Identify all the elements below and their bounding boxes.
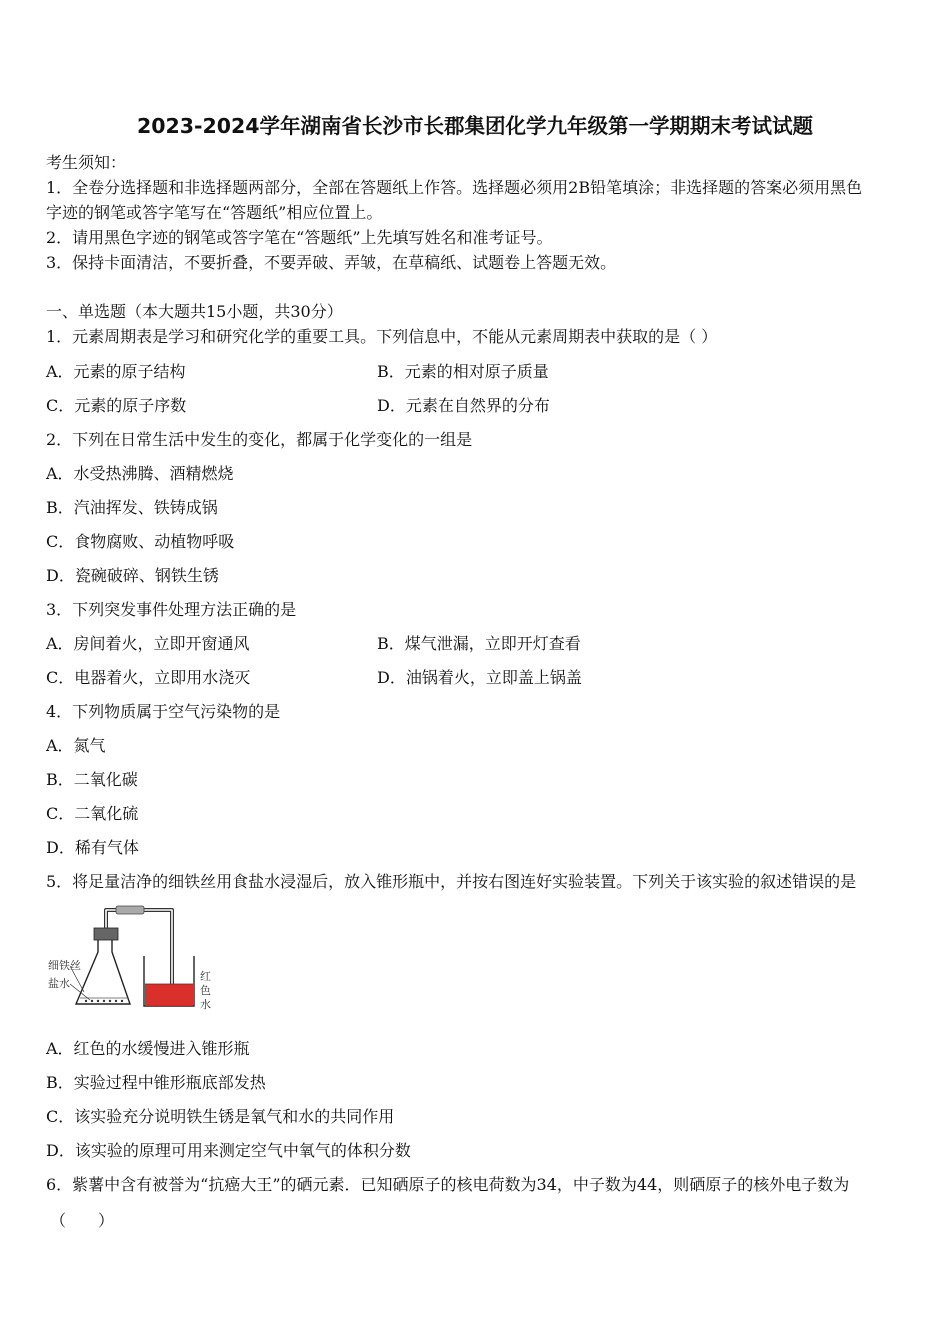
experiment-apparatus-figure [44, 900, 224, 1020]
option-d: D．元素在自然界的分布 [377, 396, 550, 415]
figure-label-red-water: 红 [200, 970, 211, 983]
notice-item: 2．请用黑色字迹的钢笔或答字笔在“答题纸”上先填写姓名和准考证号。 [46, 228, 553, 247]
question-stem: 1．元素周期表是学习和研究化学的重要工具。下列信息中，不能从元素周期表中获取的是（ ） [46, 327, 718, 346]
option-c: C．电器着火，立即用水浇灭 [46, 668, 251, 687]
option-b: B．二氧化碳 [46, 770, 138, 789]
option-c: C．该实验充分说明铁生锈是氧气和水的共同作用 [46, 1107, 395, 1126]
option-d: D．瓷碗破碎、钢铁生锈 [46, 566, 219, 585]
option-a: A．房间着火，立即开窗通风 [46, 634, 250, 653]
option-d: D．稀有气体 [46, 838, 139, 857]
figure-label-salt-water: 盐水 [48, 977, 70, 990]
option-b: B．汽油挥发、铁铸成锅 [46, 498, 218, 517]
option-b: B．煤气泄漏，立即开灯查看 [377, 634, 581, 653]
option-c: C．食物腐败、动植物呼吸 [46, 532, 235, 551]
option-a: A．元素的原子结构 [46, 362, 186, 381]
question-stem: 5．将足量洁净的细铁丝用食盐水浸湿后，放入锥形瓶中，并按右图连好实验装置。下列关于该实验的叙述错误的是 [46, 872, 857, 891]
figure-label-red-water: 水 [200, 998, 211, 1011]
notice-item: 字迹的钢笔或答字笔写在“答题纸”相应位置上。 [46, 203, 383, 222]
question-stem: 2．下列在日常生活中发生的变化，都属于化学变化的一组是 [46, 430, 473, 449]
option-a: A．氮气 [46, 736, 106, 755]
option-d: D．该实验的原理可用来测定空气中氧气的体积分数 [46, 1141, 411, 1160]
option-c: C．二氧化硫 [46, 804, 139, 823]
option-b: B．实验过程中锥形瓶底部发热 [46, 1073, 266, 1092]
option-a: A．红色的水缓慢进入锥形瓶 [46, 1039, 250, 1058]
question-stem: 4．下列物质属于空气污染物的是 [46, 702, 281, 721]
option-b: B．元素的相对原子质量 [377, 362, 549, 381]
option-c: C．元素的原子序数 [46, 396, 187, 415]
notice-item: 3．保持卡面清洁，不要折叠，不要弄破、弄皱，在草稿纸、试题卷上答题无效。 [46, 253, 617, 272]
page-title: 2023-2024学年湖南省长沙市长郡集团化学九年级第一学期期末考试试题 [136, 114, 814, 138]
notice-item: 1．全卷分选择题和非选择题两部分，全部在答题纸上作答。选择题必须用2B铅笔填涂；非选择题的答案必须用黑色 [46, 178, 863, 197]
option-d: D．油锅着火，立即盖上锅盖 [377, 668, 582, 687]
answer-blank: （ ） [50, 1211, 115, 1230]
figure-label-red-water: 色 [200, 984, 211, 997]
option-a: A．水受热沸腾、酒精燃烧 [46, 464, 234, 483]
notice-heading: 考生须知： [46, 153, 127, 172]
figure-label-iron-wire: 细铁丝 [48, 959, 81, 972]
question-stem: 6．紫薯中含有被誉为“抗癌大王”的硒元素．已知硒原子的核电荷数为34，中子数为44，则硒原子的核外电子数为 [46, 1175, 850, 1194]
question-stem: 3．下列突发事件处理方法正确的是 [46, 600, 297, 619]
section-heading: 一、单选题（本大题共15小题，共30分） [46, 302, 343, 321]
